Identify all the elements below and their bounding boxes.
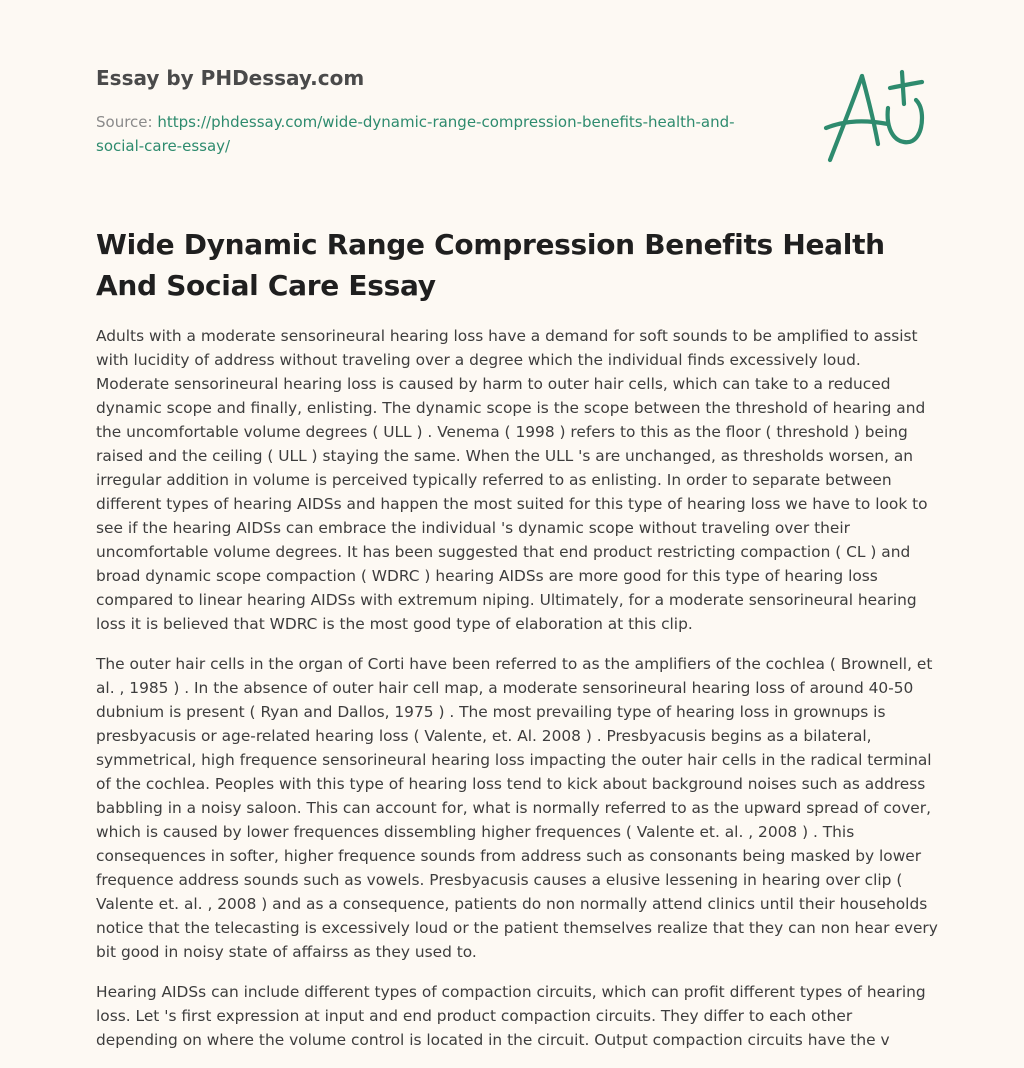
paragraph: Adults with a moderate sensorineural hearing loss have a demand for soft sounds to be amplified to assist with lucidity of address without traveling over a degree which the individual finds excessively loud. Moderate sensorineural hearing loss is caused by harm to outer hair cells, which can take to a reduced dynamic scope and finally, enlisting. The dynamic scope is the scope between the threshold of hearing and the uncomfortable volume degrees ( ULL ) . Venema ( 1998 ) refers to this as the floor ( threshold ) being raised and the ceiling ( ULL ) staying the same. When the ULL 's are unchanged, as thresholds worsen, an irregular addition in volume is perceived typically referred to as enlisting. In order to separate between different types of hearing AIDSs and happen the most suited for this type of hearing loss we have to look to see if the hearing AIDSs can embrace the individual 's dynamic scope without traveling over their uncomfortable volume degrees. It has been suggested that end product restricting compaction ( CL ) and broad dynamic scope compaction ( WDRC ) hearing AIDSs are more good for this type of hearing loss compared to linear hearing AIDSs with extremum niping. Ultimately, for a moderate sensorineural hearing loss it is believed that WDRC is the most good type of elaboration at this clip. — [96, 327, 928, 633]
article-body — [96, 324, 938, 1068]
source-link[interactable]: https://phdessay.com/wide-dynamic-range-compression-benefits-health-and-social-care-essay/ — [96, 113, 735, 155]
paragraph: Hearing AIDSs can include different types of compaction circuits, which can profit different types of hearing loss. Let 's first expression at input and end product compaction circuits. They differ to each other depending on where the volume control is located in the circuit. Output compaction circuits have the v — [96, 983, 926, 1049]
paragraph: The outer hair cells in the organ of Corti have been referred to as the amplifiers of the cochlea ( Brownell, et al. , 1985 ) . In the absence of outer hair cell map, a moderate sensorineural hearing loss of around 40-50 dubnium is present ( Ryan and Dallos, 1975 ) . The most prevailing type of hearing loss in grownups is presbyacusis or age-related hearing loss ( Valente, et. Al. 2008 ) . Presbyacusis begins as a bilateral, symmetrical, high frequence sensorineural hearing loss impacting the outer hair cells in the radical terminal of the cochlea. Peoples with this type of hearing loss tend to kick about background noises such as address babbling in a noisy saloon. This can account for, what is normally referred to as the upward spread of cover, which is caused by lower frequences dissembling higher frequences ( Valente et. al. , 2008 ) . This consequences in softer, higher frequence sounds from address such as consonants being masked by lower frequence address sounds such as vowels. Presbyacusis causes a elusive lessening in hearing over clip ( Valente et. al. , 2008 ) and as a consequence, patients do non normally attend clinics until their households notice that the telecasting is excessively loud or the patient themselves realize that they can non hear every bit good in noisy state of affairss as they used to. — [96, 655, 938, 961]
article-title: Wide Dynamic Range Compression Benefits Health And Social Care Essay — [96, 228, 885, 302]
a-plus-logo-icon — [818, 64, 934, 168]
source-label: Source: — [96, 113, 158, 131]
page-header — [96, 64, 756, 158]
site-brand: Essay by PHDessay.com — [96, 66, 365, 90]
source-line — [96, 110, 756, 158]
